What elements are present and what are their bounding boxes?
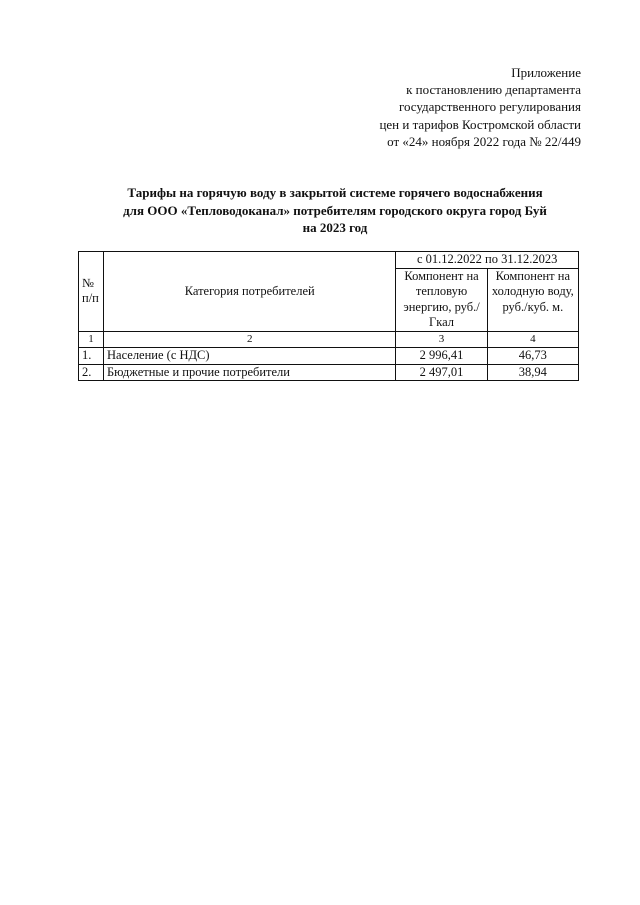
row-category: Население (с НДС) [104, 348, 396, 365]
appendix-line-1: Приложение [511, 65, 581, 80]
header-water-component: Компонент на холодную воду, руб./куб. м. [487, 268, 578, 331]
appendix-line-4: цен и тарифов Костромской области [379, 116, 581, 132]
table-row [79, 348, 579, 365]
title-line-3: на 2023 год [302, 220, 368, 235]
index-cell: 1 [79, 331, 104, 348]
title-line-1: Тарифы на горячую воду в закрытой системе горячего водоснабжения [127, 185, 543, 200]
row-category: Бюджетные и прочие потребители [104, 364, 396, 381]
row-heat-value: 2 996,41 [396, 348, 487, 365]
row-num: 2. [79, 364, 104, 381]
row-water-value: 46,73 [487, 348, 578, 365]
row-num: 1. [79, 348, 104, 365]
header-period: с 01.12.2022 по 31.12.2023 [396, 252, 579, 269]
appendix-header [379, 64, 581, 150]
column-index-row [79, 331, 579, 348]
table-row [79, 364, 579, 381]
index-cell: 3 [396, 331, 487, 348]
appendix-line-3: государственного регулирования [398, 99, 581, 115]
title-line-2: для ООО «Тепловодоканал» потребителям городского округа город Буй [123, 202, 547, 218]
row-heat-value: 2 497,01 [396, 364, 487, 381]
header-num: № п/п [79, 252, 104, 332]
index-cell: 4 [487, 331, 578, 348]
header-category: Категория потребителей [104, 252, 396, 332]
appendix-line-5: от «24» ноября 2022 года № 22/449 [387, 133, 581, 149]
header-heat-component: Компонент на тепловую энергию, руб./Гкал [396, 268, 487, 331]
index-cell: 2 [104, 331, 396, 348]
tariffs-table [78, 251, 579, 381]
document-title [70, 184, 600, 237]
row-water-value: 38,94 [487, 364, 578, 381]
header-row-1 [79, 252, 579, 269]
appendix-line-2: к постановлению департамента [406, 82, 581, 98]
